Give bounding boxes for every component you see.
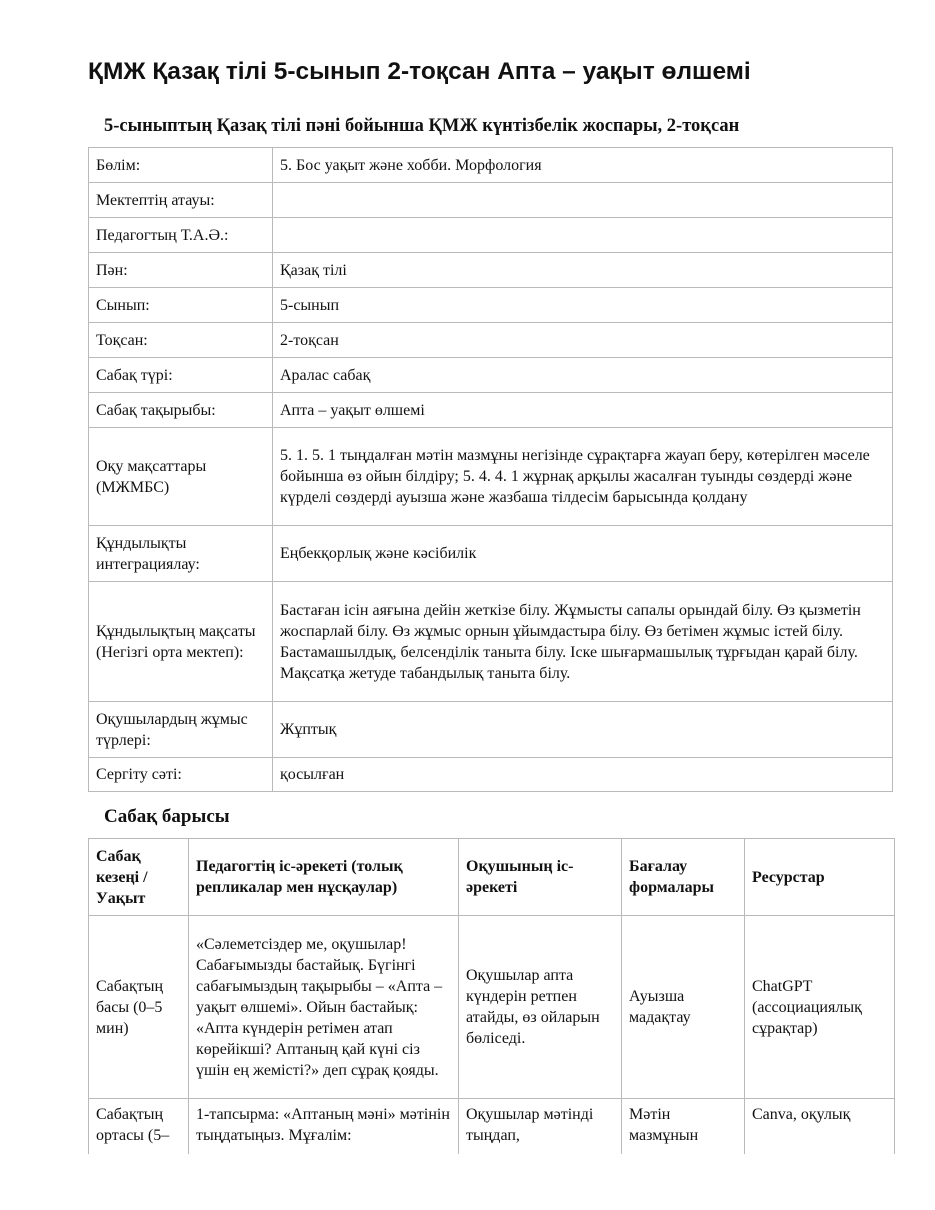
column-header-student: Оқушының іс-әрекеті: [459, 839, 622, 916]
info-key: Сабақ тақырыбы:: [89, 393, 273, 428]
table-row: [89, 323, 893, 358]
resources-cell: Canva, оқулық: [745, 1099, 895, 1169]
table-row: [89, 288, 893, 323]
info-key: Құндылықты интеграциялау:: [89, 526, 273, 582]
table-row: [89, 428, 893, 526]
assessment-cell: Ауызша мадақтау: [622, 916, 745, 1099]
info-value: Еңбекқорлық және кәсібилік: [273, 526, 893, 582]
student-action-cell: Оқушылар мәтінді тыңдап,: [459, 1099, 622, 1169]
table-row: [89, 702, 893, 758]
info-value: Қазақ тілі: [273, 253, 893, 288]
assessment-cell: Мәтін мазмұнын: [622, 1099, 745, 1169]
lesson-flow-title: Сабақ барысы: [104, 806, 230, 827]
info-key: Тоқсан:: [89, 323, 273, 358]
info-key: Бөлім:: [89, 148, 273, 183]
info-key: Оқушылардың жұмыс түрлері:: [89, 702, 273, 758]
table-row: [89, 758, 893, 792]
info-key: Пән:: [89, 253, 273, 288]
info-value: 5-сынып: [273, 288, 893, 323]
stage-cell: Сабақтың басы (0–5 мин): [89, 916, 189, 1099]
column-header-stage: Сабақ кезеңі / Уақыт: [89, 839, 189, 916]
info-key: Сергіту сәті:: [89, 758, 273, 792]
info-key: Сабақ түрі:: [89, 358, 273, 393]
column-header-resources: Ресурстар: [745, 839, 895, 916]
info-value: [273, 183, 893, 218]
table-row: [89, 526, 893, 582]
student-action-cell: Оқушылар апта күндерін ретпен атайды, өз ойларын бөліседі.: [459, 916, 622, 1099]
stage-cell: Сабақтың ортасы (5–: [89, 1099, 189, 1169]
info-key: Мектептің атауы:: [89, 183, 273, 218]
column-header-assessment: Бағалау формалары: [622, 839, 745, 916]
info-value: Апта – уақыт өлшемі: [273, 393, 893, 428]
table-header-row: [89, 839, 895, 916]
teacher-action-cell: «Сәлеметсіздер ме, оқушылар! Сабағымызды бастайық. Бүгінгі сабағымыздың тақырыбы – «Апта – уақыт өлшемі». Ойын бастайық: «Апта күндерін ретімен атап көрейікші? Аптаның қай күні сіз үшін ең жемісті?» деп сұрақ қояды.: [189, 916, 459, 1099]
table-row: [89, 218, 893, 253]
info-value: Аралас сабақ: [273, 358, 893, 393]
info-value: Бастаған ісін аяғына дейін жеткізе білу. Жұмысты сапалы орындай білу. Өз қызметін жоспарлай білу. Өз жұмыс орнын ұйымдастыра білу. Өз бетімен жұмыс істей білу. Бастамашылдық, белсенділік таныта білу. Іске шығармашылық тұрғыдан қарай білу. Мақсатқа жетуде табандылық таныта білу.: [273, 582, 893, 702]
lesson-flow-table: [88, 838, 895, 1169]
info-key: Оқу мақсаттары (МЖМБС): [89, 428, 273, 526]
info-key: Сынып:: [89, 288, 273, 323]
document-title: ҚМЖ Қазақ тілі 5-сынып 2-тоқсан Апта – уақыт өлшемі: [88, 58, 751, 85]
table-row: [89, 393, 893, 428]
table-row: [89, 358, 893, 393]
info-value: 5. 1. 5. 1 тыңдалған мәтін мазмұны негізінде сұрақтарға жауап беру, көтерілген мәселе бойынша өз ойын білдіру; 5. 4. 4. 1 жұрнақ арқылы жасалған туынды сөздерді және күрделі сөздерді ауызша және жазбаша тілдесім барысында қолдану: [273, 428, 893, 526]
info-value: 5. Бос уақыт және хобби. Морфология: [273, 148, 893, 183]
plan-subtitle: 5-сыныптың Қазақ тілі пәні бойынша ҚМЖ күнтізбелік жоспары, 2-тоқсан: [104, 116, 740, 136]
info-value: Жұптық: [273, 702, 893, 758]
table-row: [89, 183, 893, 218]
resources-cell: ChatGPT (ассоциациялық сұрақтар): [745, 916, 895, 1099]
teacher-action-cell: 1-тапсырма: «Аптаның мәні» мәтінін тыңдатыңыз. Мұғалім:: [189, 1099, 459, 1169]
table-row: [89, 582, 893, 702]
info-key: Құндылықтың мақсаты (Негізгі орта мектеп):: [89, 582, 273, 702]
info-value: [273, 218, 893, 253]
info-value: 2-тоқсан: [273, 323, 893, 358]
page-bottom-margin: [0, 1154, 935, 1210]
table-row: [89, 253, 893, 288]
info-key: Педагогтың Т.А.Ә.:: [89, 218, 273, 253]
column-header-teacher: Педагогтің іс-әрекеті (толық репликалар мен нұсқаулар): [189, 839, 459, 916]
info-table: [88, 147, 893, 792]
table-row: [89, 148, 893, 183]
table-row: [89, 916, 895, 1099]
info-value: қосылған: [273, 758, 893, 792]
